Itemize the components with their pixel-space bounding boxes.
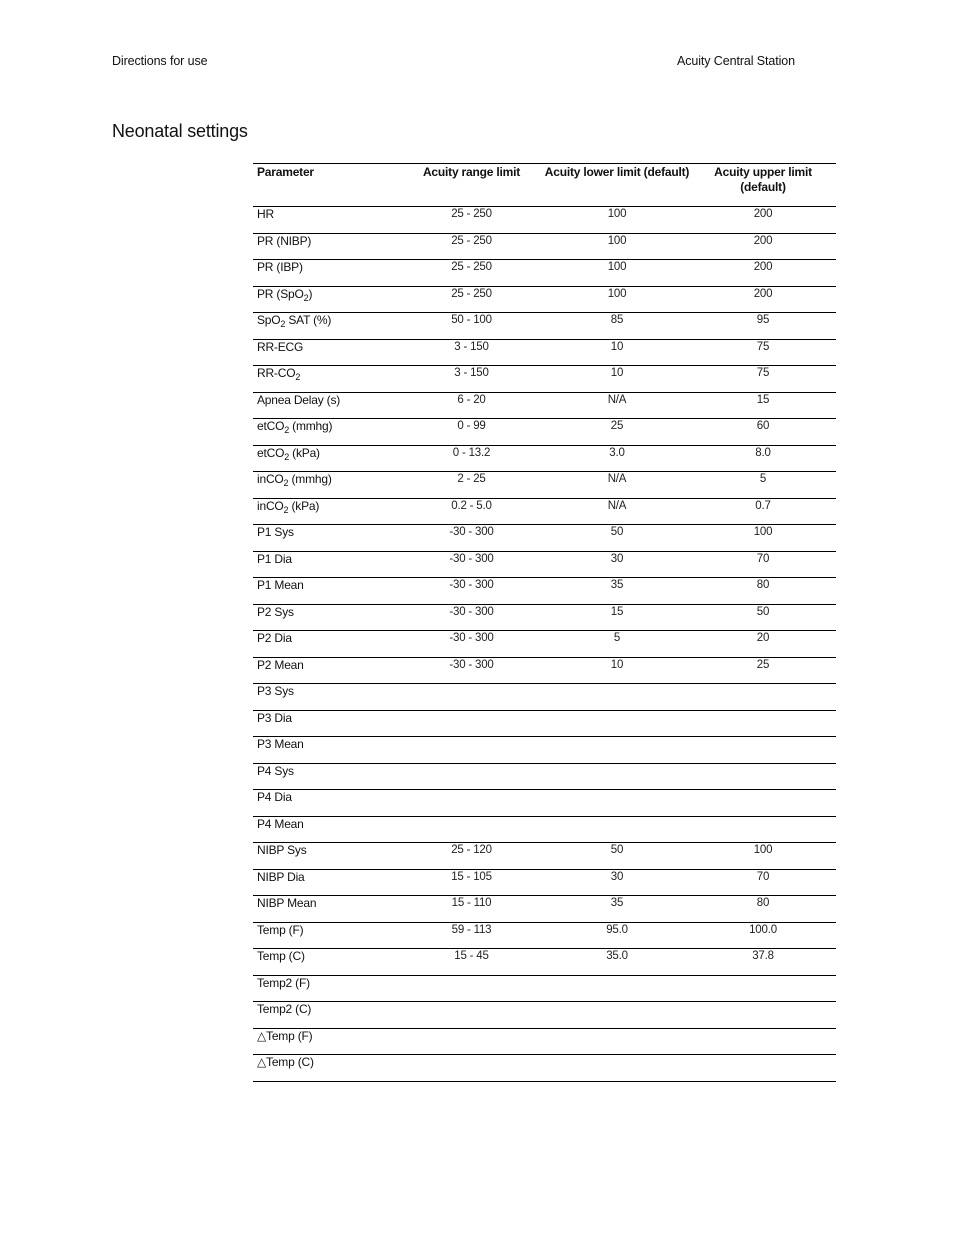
parameter-cell: [253, 551, 399, 578]
lower-limit-cell: 85: [610, 314, 624, 326]
neonatal-settings-table: [253, 163, 836, 1082]
table-row: [253, 339, 836, 366]
range-limit-cell: 25 - 250: [451, 208, 492, 220]
table-row: [253, 1055, 836, 1082]
parameter-name: Temp2 (C): [257, 1002, 312, 1016]
table-row: [253, 498, 836, 525]
parameter-name: P4 Dia: [257, 790, 292, 804]
parameter-subscript: 2: [303, 292, 309, 303]
table-row: [253, 975, 836, 1002]
upper-limit-cell: 100.0: [749, 923, 777, 936]
parameter-cell: [253, 684, 399, 711]
table-row: [253, 207, 836, 234]
range-limit-cell: 6 - 20: [457, 393, 486, 406]
range-limit-cell: 59 - 113: [451, 923, 492, 936]
table-row: [253, 922, 836, 949]
table-row: [253, 1028, 836, 1055]
parameter-name: PR (IBP): [257, 260, 303, 274]
table-row: [253, 843, 836, 870]
parameter-cell: [253, 207, 399, 234]
table-row: [253, 737, 836, 764]
parameter-name: Temp2 (F): [257, 975, 310, 990]
range-limit-cell: 3 - 150: [454, 367, 489, 379]
range-limit-cell: -30 - 300: [449, 632, 494, 644]
range-limit-cell: 2 - 25: [457, 473, 486, 485]
parameter-suffix: SAT (%): [285, 313, 332, 327]
parameter-cell: [253, 790, 399, 817]
range-limit-cell: 0 - 99: [457, 420, 486, 432]
table-row: [253, 260, 836, 287]
upper-limit-cell: 200: [753, 234, 773, 247]
table-row: [253, 419, 836, 446]
upper-limit-cell: [690, 1028, 836, 1055]
parameter-name: P1 Mean: [257, 578, 304, 592]
parameter-name: etCO: [257, 445, 285, 460]
parameter-name: P3 Dia: [257, 710, 292, 725]
table-row: [253, 286, 836, 313]
range-limit-cell: 15 - 45: [454, 950, 489, 962]
range-limit-cell: 25 - 250: [451, 261, 492, 273]
lower-limit-cell: 100: [607, 287, 627, 300]
range-limit-cell: [399, 710, 544, 737]
parameter-cell: [253, 339, 399, 366]
lower-limit-cell: 10: [610, 658, 624, 671]
upper-limit-cell: 75: [756, 340, 770, 353]
upper-limit-cell: [690, 790, 836, 817]
lower-limit-cell: 35.0: [606, 950, 628, 962]
parameter-subscript: 2: [284, 451, 290, 462]
parameter-name: PR (SpO: [257, 286, 304, 301]
upper-limit-cell: 8.0: [755, 446, 771, 459]
parameter-suffix: (mmhg): [288, 472, 332, 486]
lower-limit-cell: 30: [610, 552, 624, 565]
table-row: [253, 949, 836, 976]
lower-limit-cell: 25: [610, 420, 624, 432]
range-limit-cell: [399, 816, 544, 843]
parameter-cell: [253, 1002, 399, 1029]
parameter-name: P4 Sys: [257, 763, 294, 778]
lower-limit-cell: [544, 763, 690, 790]
range-limit-cell: -30 - 300: [449, 579, 494, 591]
lower-limit-cell: [544, 737, 690, 764]
parameter-cell: [253, 657, 399, 684]
range-limit-cell: 0 - 13.2: [452, 446, 491, 459]
upper-limit-cell: 80: [756, 579, 770, 591]
running-header-right: Acuity Central Station: [677, 54, 795, 68]
parameter-cell: [253, 1055, 399, 1082]
parameter-suffix: ): [308, 286, 313, 301]
lower-limit-cell: 35: [610, 897, 624, 909]
lower-limit-cell: [544, 975, 690, 1002]
range-limit-cell: [399, 1002, 544, 1029]
parameter-name: NIBP Dia: [257, 869, 305, 884]
lower-limit-cell: 100: [607, 208, 627, 220]
parameter-cell: [253, 260, 399, 287]
range-limit-cell: -30 - 300: [449, 552, 494, 565]
upper-limit-cell: 37.8: [752, 950, 774, 962]
lower-limit-cell: 50: [610, 844, 624, 856]
table-row: [253, 896, 836, 923]
table-row: [253, 366, 836, 393]
parameter-name: RR-ECG: [257, 339, 304, 354]
table-row: [253, 710, 836, 737]
table-row: [253, 684, 836, 711]
lower-limit-cell: 5: [613, 632, 621, 644]
parameter-name: P4 Mean: [257, 816, 304, 831]
parameter-name: NIBP Mean: [257, 896, 317, 910]
upper-limit-cell: [690, 975, 836, 1002]
upper-limit-cell: 70: [756, 552, 770, 565]
upper-limit-cell: [690, 684, 836, 711]
parameter-cell: [253, 1028, 399, 1055]
lower-limit-cell: N/A: [607, 393, 627, 406]
upper-limit-cell: 50: [756, 605, 770, 618]
lower-limit-cell: 15: [610, 605, 624, 618]
lower-limit-cell: 35: [610, 579, 624, 591]
upper-limit-cell: 95: [756, 314, 770, 326]
range-limit-cell: -30 - 300: [449, 526, 494, 538]
parameter-cell: [253, 869, 399, 896]
parameter-cell: [253, 710, 399, 737]
parameter-cell: [253, 816, 399, 843]
column-header-upper-limit: Acuity upper limit (default): [714, 165, 812, 194]
range-limit-cell: [399, 684, 544, 711]
parameter-cell: [253, 392, 399, 419]
parameter-cell: [253, 445, 399, 472]
running-header-left: Directions for use: [112, 54, 208, 68]
table-row: [253, 578, 836, 605]
lower-limit-cell: [544, 710, 690, 737]
parameter-name: P2 Dia: [257, 631, 292, 645]
range-limit-cell: 25 - 250: [451, 234, 492, 247]
parameter-subscript: 2: [283, 478, 289, 488]
parameter-suffix: (kPa): [289, 445, 320, 460]
parameter-name: P1 Dia: [257, 551, 292, 566]
parameter-name: RR-CO: [257, 366, 296, 380]
lower-limit-cell: 3.0: [609, 446, 625, 459]
lower-limit-cell: [544, 816, 690, 843]
parameter-name: P1 Sys: [257, 525, 294, 539]
parameter-name: PR (NIBP): [257, 233, 312, 248]
parameter-cell: [253, 525, 399, 552]
upper-limit-cell: [690, 710, 836, 737]
parameter-name: P2 Mean: [257, 657, 304, 672]
table-row: [253, 313, 836, 340]
parameter-name: Temp (F): [257, 922, 304, 937]
upper-limit-cell: 25: [756, 658, 770, 671]
range-limit-cell: 15 - 105: [451, 870, 492, 883]
upper-limit-cell: 60: [756, 420, 770, 432]
parameter-name: P3 Sys: [257, 684, 294, 698]
upper-limit-cell: 200: [753, 261, 773, 273]
parameter-cell: [253, 419, 399, 446]
parameter-name: NIBP Sys: [257, 843, 307, 857]
upper-limit-cell: 200: [753, 287, 773, 300]
upper-limit-cell: 200: [753, 208, 773, 220]
lower-limit-cell: [544, 1002, 690, 1029]
table-row: [253, 657, 836, 684]
table-header-row: [253, 164, 836, 207]
table-row: [253, 525, 836, 552]
upper-limit-cell: 100: [753, 844, 773, 856]
lower-limit-cell: [544, 1055, 690, 1082]
parameter-name: etCO: [257, 419, 285, 433]
lower-limit-cell: [544, 1028, 690, 1055]
parameter-name: Apnea Delay (s): [257, 392, 341, 407]
range-limit-cell: 50 - 100: [451, 314, 492, 326]
parameter-cell: [253, 578, 399, 605]
parameter-subscript: 2: [280, 319, 286, 329]
parameter-name: inCO: [257, 498, 284, 513]
parameter-cell: [253, 843, 399, 870]
upper-limit-cell: 70: [756, 870, 770, 883]
parameter-cell: [253, 472, 399, 499]
parameter-name: P3 Mean: [257, 737, 304, 751]
table-row: [253, 472, 836, 499]
parameter-cell: [253, 763, 399, 790]
range-limit-cell: 25 - 120: [451, 844, 492, 856]
table-row: [253, 604, 836, 631]
parameter-cell: [253, 922, 399, 949]
parameter-name: Temp (C): [257, 949, 305, 963]
table-row: [253, 1002, 836, 1029]
upper-limit-cell: 75: [756, 367, 770, 379]
lower-limit-cell: [544, 684, 690, 711]
table-row: [253, 551, 836, 578]
upper-limit-cell: [690, 737, 836, 764]
table-row: [253, 763, 836, 790]
upper-limit-cell: [690, 1002, 836, 1029]
upper-limit-cell: [690, 1055, 836, 1082]
parameter-name: △Temp (F): [257, 1028, 313, 1043]
parameter-suffix: (kPa): [288, 498, 320, 513]
range-limit-cell: 15 - 110: [451, 897, 492, 909]
table-row: [253, 445, 836, 472]
upper-limit-cell: [690, 816, 836, 843]
range-limit-cell: -30 - 300: [449, 605, 494, 618]
lower-limit-cell: 100: [607, 261, 627, 273]
parameter-cell: [253, 949, 399, 976]
table-row: [253, 790, 836, 817]
column-header-lower-limit: Acuity lower limit (default): [544, 165, 690, 179]
lower-limit-cell: 30: [610, 870, 624, 883]
parameter-cell: [253, 737, 399, 764]
column-header-parameter: Parameter: [257, 165, 314, 179]
parameter-subscript: 2: [284, 425, 290, 435]
upper-limit-cell: 15: [756, 393, 770, 406]
parameter-subscript: 2: [295, 372, 301, 382]
parameter-name: P2 Sys: [257, 604, 294, 619]
lower-limit-cell: 50: [610, 526, 624, 538]
parameter-name: SpO: [257, 313, 281, 327]
upper-limit-cell: 20: [756, 632, 770, 644]
range-limit-cell: [399, 763, 544, 790]
parameter-cell: [253, 233, 399, 260]
upper-limit-cell: 100: [753, 526, 773, 538]
table-row: [253, 631, 836, 658]
parameter-name: △Temp (C): [257, 1055, 314, 1069]
table-row: [253, 816, 836, 843]
upper-limit-cell: 5: [759, 473, 767, 485]
range-limit-cell: -30 - 300: [449, 658, 494, 671]
parameter-suffix: (mmhg): [289, 419, 333, 433]
table-body: [253, 207, 836, 1082]
range-limit-cell: 0.2 - 5.0: [451, 499, 492, 512]
range-limit-cell: 3 - 150: [454, 340, 489, 353]
upper-limit-cell: 80: [756, 897, 770, 909]
table-row: [253, 392, 836, 419]
parameter-cell: [253, 313, 399, 340]
range-limit-cell: [399, 975, 544, 1002]
parameter-name: inCO: [257, 472, 284, 486]
lower-limit-cell: N/A: [607, 473, 627, 485]
lower-limit-cell: N/A: [607, 499, 627, 512]
parameter-cell: [253, 286, 399, 313]
parameter-cell: [253, 975, 399, 1002]
parameter-cell: [253, 896, 399, 923]
parameter-cell: [253, 366, 399, 393]
parameter-subscript: 2: [283, 504, 289, 515]
lower-limit-cell: 100: [607, 234, 627, 247]
parameter-cell: [253, 604, 399, 631]
parameter-name: HR: [257, 207, 274, 221]
lower-limit-cell: [544, 790, 690, 817]
lower-limit-cell: 10: [610, 367, 624, 379]
table-row: [253, 869, 836, 896]
range-limit-cell: [399, 1055, 544, 1082]
range-limit-cell: 25 - 250: [451, 287, 492, 300]
table-row: [253, 233, 836, 260]
parameter-cell: [253, 631, 399, 658]
section-title: Neonatal settings: [112, 121, 248, 141]
range-limit-cell: [399, 790, 544, 817]
range-limit-cell: [399, 737, 544, 764]
upper-limit-cell: [690, 763, 836, 790]
column-header-range-limit: Acuity range limit: [422, 165, 521, 179]
lower-limit-cell: 95.0: [606, 923, 628, 936]
lower-limit-cell: 10: [610, 340, 624, 353]
range-limit-cell: [399, 1028, 544, 1055]
upper-limit-cell: 0.7: [755, 499, 771, 512]
parameter-cell: [253, 498, 399, 525]
